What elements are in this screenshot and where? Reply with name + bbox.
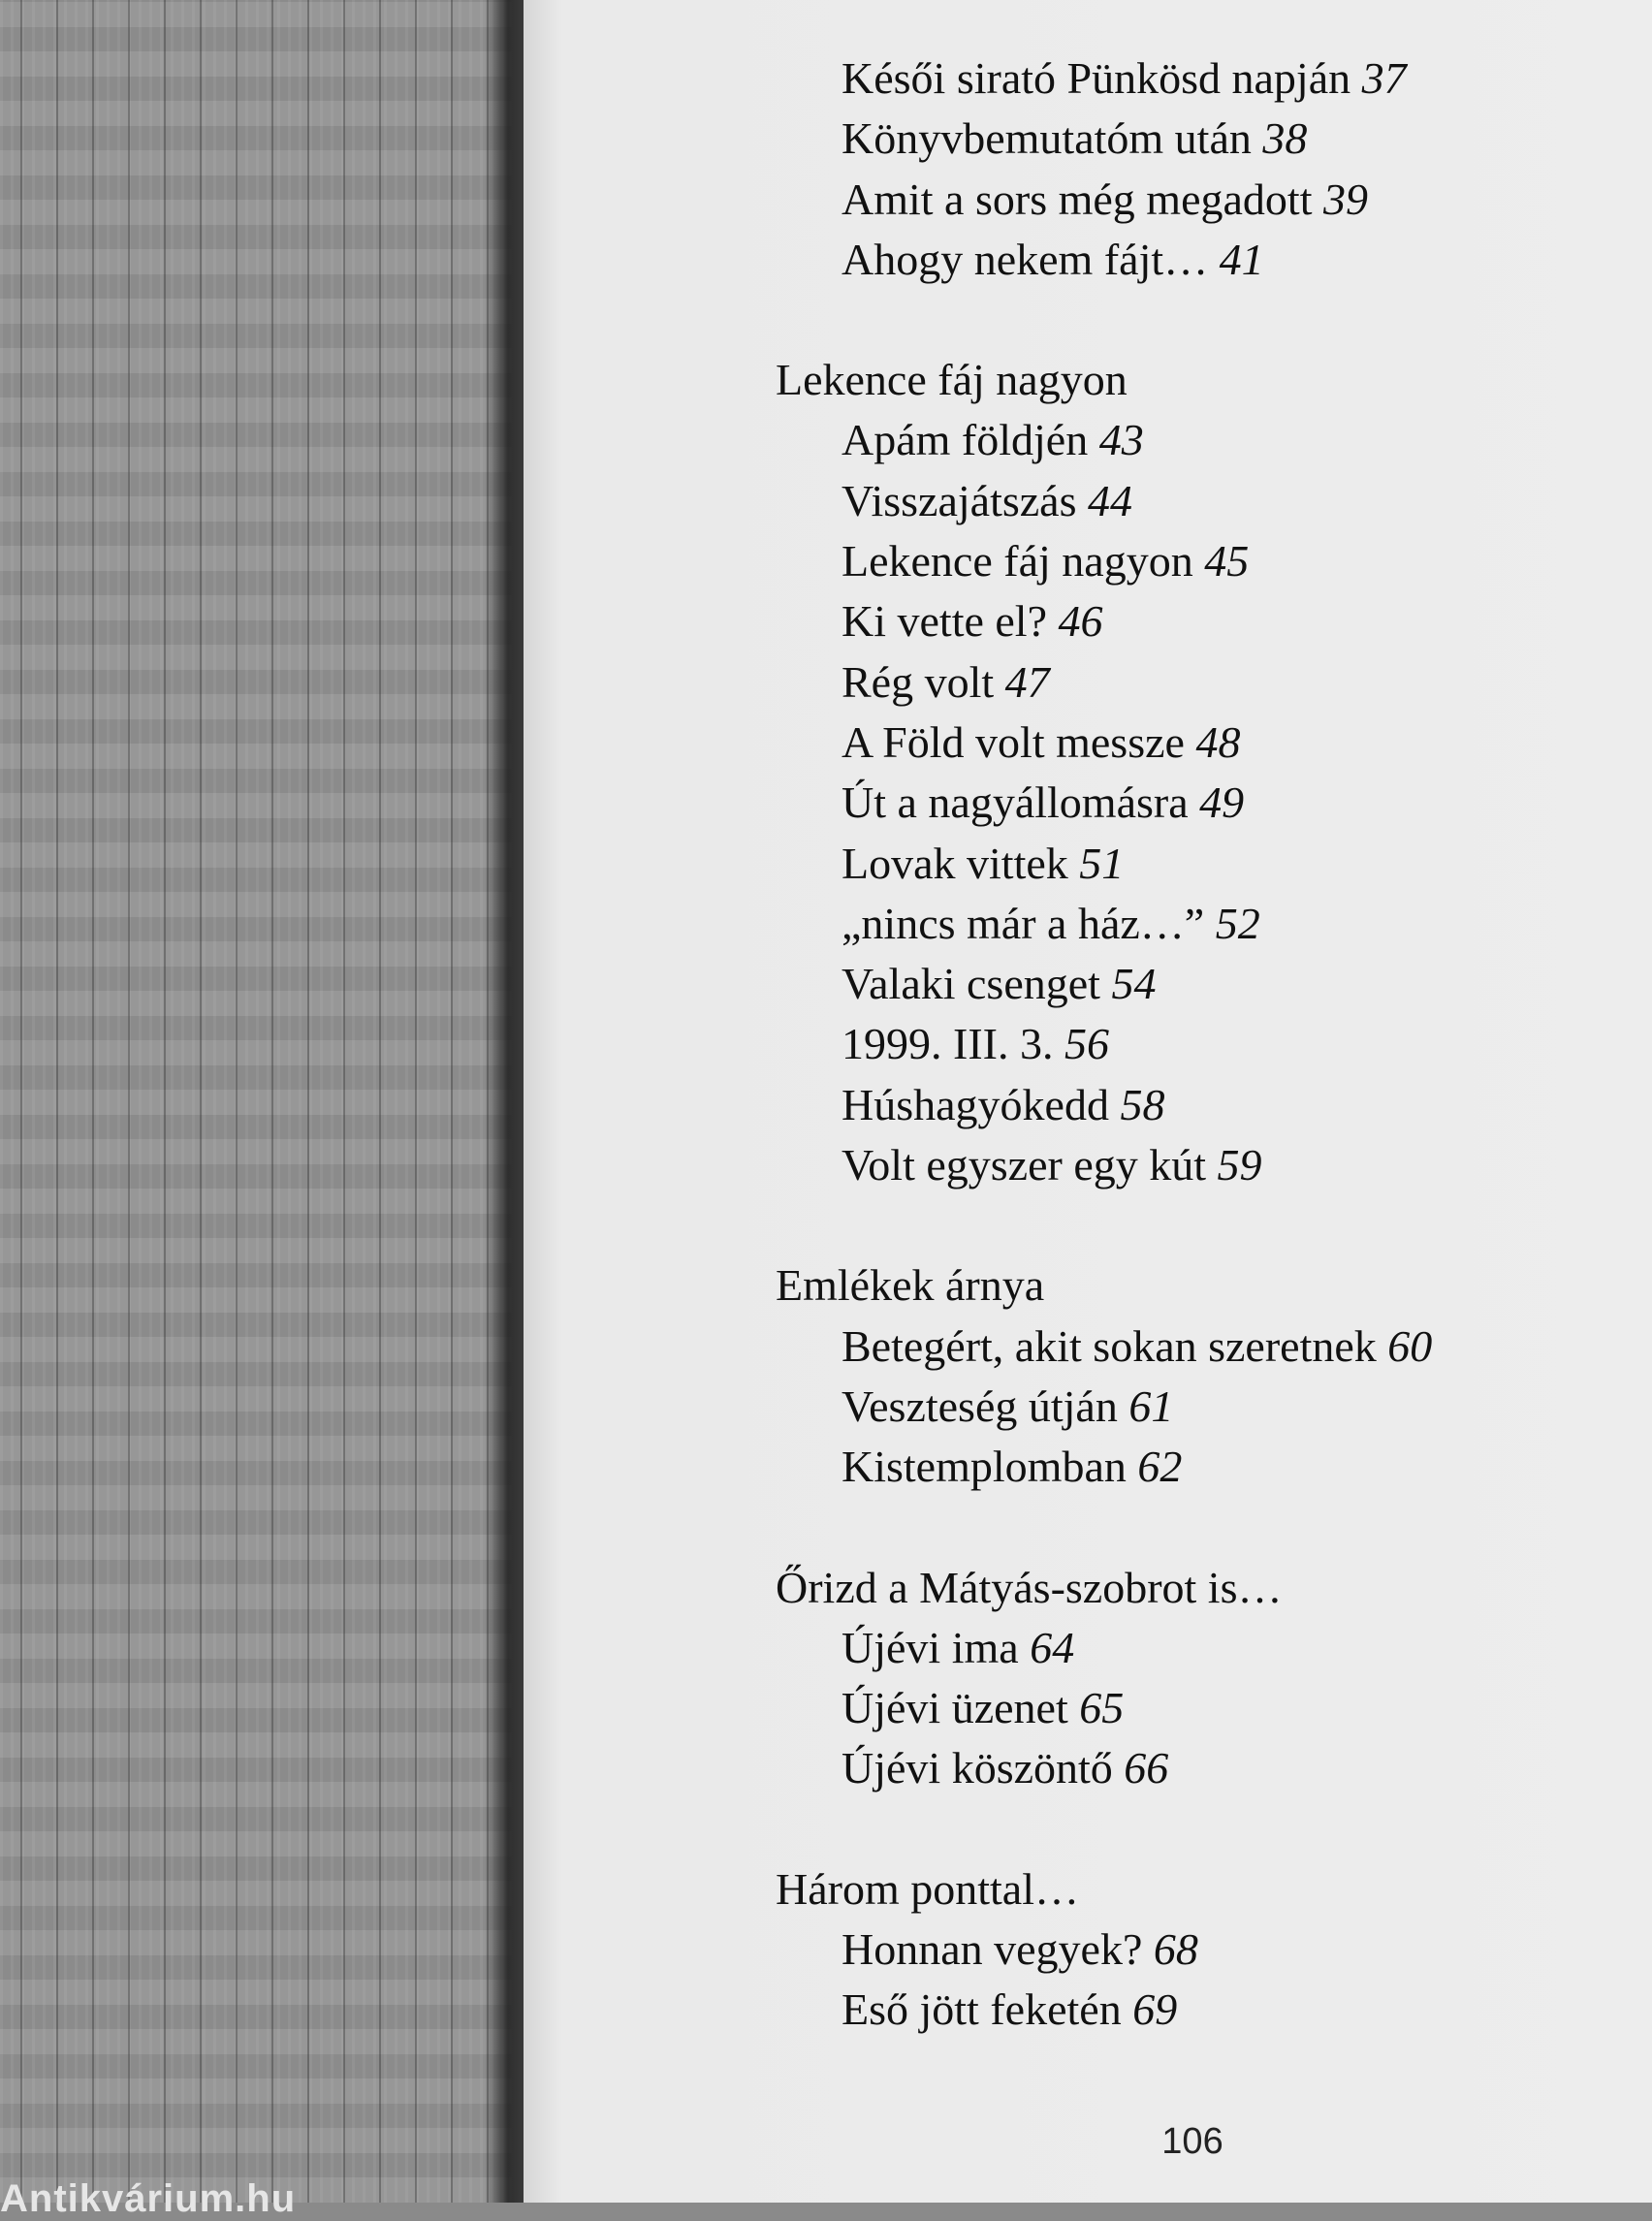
toc-entry bbox=[776, 1738, 1629, 1798]
toc-entry: Késői sirató Pünkösd napján 37 bbox=[842, 53, 1407, 103]
toc-entry bbox=[776, 773, 1629, 833]
toc-entry-title: Veszteség útján bbox=[842, 1380, 1118, 1431]
toc-entry bbox=[776, 1437, 1629, 1497]
toc-entry bbox=[776, 1135, 1629, 1195]
toc-entry-title: Rég volt bbox=[842, 656, 995, 707]
toc-entry bbox=[776, 1075, 1629, 1135]
toc-entry bbox=[776, 1678, 1629, 1738]
toc-entry bbox=[776, 1317, 1629, 1377]
toc-lead-section bbox=[776, 48, 1629, 290]
toc-entry bbox=[776, 713, 1629, 773]
toc-entry-title: A Föld volt messze bbox=[842, 716, 1185, 767]
toc-entry bbox=[776, 1618, 1629, 1678]
toc-entry-title: Lovak vittek bbox=[842, 838, 1068, 888]
toc-entry-page: 47 bbox=[1004, 656, 1050, 707]
toc-section bbox=[776, 350, 1629, 1195]
toc-entry bbox=[776, 1980, 1629, 2040]
toc-entry-title: Lekence fáj nagyon bbox=[842, 536, 1193, 587]
toc-entry-title: Apám földjén bbox=[842, 415, 1089, 465]
toc-entry-page: 69 bbox=[1132, 1984, 1178, 2035]
toc-entry-title: Újévi ima bbox=[842, 1622, 1019, 1672]
toc-entry: Amit a sors még megadott 39 bbox=[842, 174, 1368, 224]
toc-entry-page: 51 bbox=[1079, 838, 1125, 888]
toc-entry-page: 49 bbox=[1199, 777, 1245, 828]
toc-sections bbox=[776, 350, 1629, 2040]
toc-entry-page: 64 bbox=[1030, 1622, 1075, 1672]
toc-entry-title: Húshagyókedd bbox=[842, 1079, 1109, 1129]
toc-entry-title: Honnan vegyek? bbox=[842, 1924, 1143, 1975]
toc-entry-title: Út a nagyállomásra bbox=[842, 777, 1189, 828]
toc-entry-page: 62 bbox=[1137, 1442, 1183, 1492]
toc-entry bbox=[776, 652, 1629, 713]
toc-entry-title: Betegért, akit sokan szeretnek bbox=[842, 1320, 1377, 1371]
toc-entry-page: 45 bbox=[1204, 536, 1250, 587]
toc-entry-page: 52 bbox=[1215, 898, 1260, 948]
toc-section bbox=[776, 1859, 1629, 2041]
page-number: 106 bbox=[1161, 2121, 1223, 2162]
toc-entry-title: Ki vette el? bbox=[842, 596, 1048, 647]
watermark-text: Antikvárium.hu bbox=[0, 2177, 297, 2220]
toc-entry bbox=[776, 1014, 1629, 1074]
toc-entry bbox=[776, 410, 1629, 470]
toc-entry-page: 48 bbox=[1195, 716, 1241, 767]
toc-entry-title: Valaki csenget bbox=[842, 959, 1100, 1009]
toc-entry-page: 60 bbox=[1387, 1320, 1433, 1371]
toc-entry bbox=[776, 591, 1629, 651]
cover-edge-shadow bbox=[485, 0, 524, 2203]
toc-entry-page: 66 bbox=[1124, 1743, 1169, 1793]
toc-entry-title: 1999. III. 3. bbox=[842, 1019, 1054, 1069]
toc-entry-page: 68 bbox=[1153, 1924, 1198, 1975]
toc-entry-page: 65 bbox=[1079, 1683, 1125, 1733]
toc-section-title: Lekence fáj nagyon bbox=[776, 355, 1128, 405]
toc-entry-title: Eső jött feketén bbox=[842, 1984, 1122, 2035]
toc-section bbox=[776, 1558, 1629, 1799]
toc-entry-page: 46 bbox=[1058, 596, 1103, 647]
toc-entry-page: 56 bbox=[1064, 1019, 1109, 1069]
toc-entry-title: Kistemplomban bbox=[842, 1442, 1127, 1492]
toc-entry bbox=[776, 834, 1629, 894]
toc-entry-page: 44 bbox=[1088, 475, 1132, 525]
book-cover bbox=[0, 0, 512, 2203]
toc-entry bbox=[776, 1920, 1629, 1980]
toc-entry bbox=[776, 954, 1629, 1014]
toc-section-title: Őrizd a Mátyás-szobrot is… bbox=[776, 1562, 1283, 1612]
toc-entry-page: 43 bbox=[1098, 415, 1144, 465]
toc-section-title: Három ponttal… bbox=[776, 1863, 1079, 1914]
toc-entry-title: Újévi köszöntő bbox=[842, 1743, 1113, 1793]
toc-section-title: Emlékek árnya bbox=[776, 1260, 1045, 1311]
toc-entry bbox=[776, 531, 1629, 591]
toc-section bbox=[776, 1255, 1629, 1497]
toc-entry-title: Visszajátszás bbox=[842, 475, 1077, 525]
toc-entry bbox=[776, 894, 1629, 954]
toc-entry-page: 54 bbox=[1111, 959, 1157, 1009]
table-of-contents bbox=[776, 48, 1629, 2101]
toc-entry-title: Volt egyszer egy kút bbox=[842, 1140, 1207, 1190]
toc-entry: Könyvbemutatóm után 38 bbox=[842, 113, 1308, 164]
toc-entry-page: 59 bbox=[1217, 1140, 1262, 1190]
toc-entry-title: Újévi üzenet bbox=[842, 1683, 1068, 1733]
toc-entry bbox=[776, 471, 1629, 531]
toc-entry-title: „nincs már a ház…” bbox=[842, 898, 1205, 948]
toc-entry-page: 58 bbox=[1120, 1079, 1165, 1129]
toc-entry-page: 61 bbox=[1128, 1380, 1174, 1431]
toc-entry: Ahogy nekem fájt… 41 bbox=[842, 234, 1264, 284]
toc-entry bbox=[776, 1377, 1629, 1437]
